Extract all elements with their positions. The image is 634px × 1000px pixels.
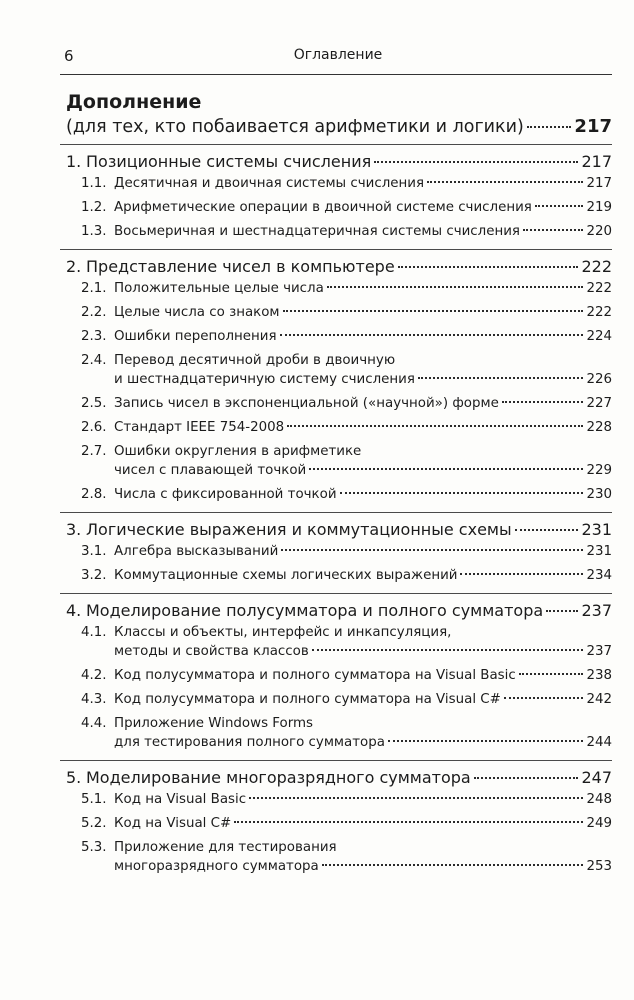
section-list	[60, 174, 612, 246]
section-page-number: 227	[586, 396, 612, 411]
dot-leader	[283, 310, 584, 312]
dot-leader	[322, 864, 584, 866]
dot-leader	[546, 610, 578, 612]
section-page-number: 222	[586, 305, 612, 320]
section-entry[interactable]	[81, 566, 612, 590]
dot-leader	[515, 529, 579, 531]
section-list	[60, 790, 612, 881]
dot-leader	[398, 266, 579, 268]
section-number: 4.1.	[81, 625, 107, 640]
dot-leader	[312, 649, 584, 651]
section-page-number: 248	[586, 792, 612, 807]
toc-chapter	[60, 249, 612, 509]
section-title: Коммутационные схемы логических выражений	[114, 568, 458, 583]
section-number: 2.4.	[81, 353, 107, 368]
section-number: 1.3.	[81, 224, 107, 239]
section-title: Классы и объекты, интерфейс и инкапсуляция,	[114, 625, 452, 640]
chapter-number: 2.	[66, 257, 82, 276]
section-number: 4.2.	[81, 668, 107, 683]
page-number: 6	[64, 47, 74, 65]
section-page-number: 220	[586, 224, 612, 239]
dot-leader	[502, 401, 584, 403]
dot-leader	[460, 573, 583, 575]
section-number: 1.2.	[81, 200, 107, 215]
section-page-number: 238	[586, 668, 612, 683]
section-entry[interactable]	[81, 174, 612, 198]
toc-chapter	[60, 144, 612, 246]
section-page-number: 244	[586, 735, 612, 750]
section-number: 2.3.	[81, 329, 107, 344]
section-list	[60, 623, 612, 757]
part-subtitle-line	[66, 114, 612, 140]
part-subtitle: (для тех, кто побаивается арифметики и логики)	[66, 117, 524, 137]
section-entry[interactable]	[81, 838, 612, 881]
section-entry[interactable]	[81, 222, 612, 246]
section-title: Алгебра высказываний	[114, 544, 279, 559]
chapter-page-number: 231	[581, 520, 612, 539]
section-page-number: 234	[586, 568, 612, 583]
section-title: Десятичная и двоичная системы счисления	[114, 176, 425, 191]
section-entry[interactable]	[81, 279, 612, 303]
chapter-title: Моделирование полусумматора и полного сумматора	[86, 601, 544, 620]
section-number: 2.8.	[81, 487, 107, 502]
dot-leader	[374, 161, 578, 163]
chapter-title: Позиционные системы счисления	[86, 152, 372, 171]
section-page-number: 249	[586, 816, 612, 831]
section-number: 5.2.	[81, 816, 107, 831]
chapter-page-number: 247	[581, 768, 612, 787]
section-number: 4.3.	[81, 692, 107, 707]
chapter-entry[interactable]	[66, 519, 612, 541]
section-title: Перевод десятичной дроби в двоичную	[114, 353, 396, 368]
section-page-number: 224	[586, 329, 612, 344]
dot-leader	[327, 286, 584, 288]
chapter-page-number: 217	[581, 152, 612, 171]
section-list	[60, 279, 612, 509]
chapter-entry[interactable]	[66, 600, 612, 622]
dot-leader	[474, 777, 579, 779]
chapter-page-number: 222	[581, 257, 612, 276]
section-page-number: 230	[586, 487, 612, 502]
chapter-entry[interactable]	[66, 151, 612, 173]
dot-leader	[527, 126, 572, 128]
section-page-number: 229	[586, 463, 612, 478]
dot-leader	[280, 334, 584, 336]
section-number: 2.1.	[81, 281, 107, 296]
section-number: 3.1.	[81, 544, 107, 559]
dot-leader	[388, 740, 584, 742]
toc-chapter	[60, 512, 612, 590]
chapter-entry[interactable]	[66, 767, 612, 789]
section-entry[interactable]	[81, 394, 612, 418]
section-entry[interactable]	[81, 198, 612, 222]
section-title: Код на Visual Basic	[114, 792, 247, 807]
toc-chapter	[60, 760, 612, 881]
chapter-number: 3.	[66, 520, 82, 539]
part-heading[interactable]	[66, 90, 612, 140]
chapter-number: 1.	[66, 152, 82, 171]
section-entry[interactable]	[81, 790, 612, 814]
section-number: 4.4.	[81, 716, 107, 731]
section-number: 5.3.	[81, 840, 107, 855]
section-title: чисел с плавающей точкой	[114, 463, 307, 478]
chapter-entry[interactable]	[66, 256, 612, 278]
section-number: 1.1.	[81, 176, 107, 191]
section-title: Ошибки округления в арифметике	[114, 444, 362, 459]
section-entry[interactable]	[81, 542, 612, 566]
dot-leader	[519, 673, 584, 675]
part-page-number: 217	[574, 116, 612, 137]
section-entry[interactable]	[81, 666, 612, 690]
section-title: Положительные целые числа	[114, 281, 324, 296]
section-title: Код полусумматора и полного сумматора на Visual C#	[114, 692, 501, 707]
section-title: Код на Visual C#	[114, 816, 232, 831]
chapter-page-number: 237	[581, 601, 612, 620]
chapter-title: Логические выражения и коммутационные схемы	[86, 520, 512, 539]
section-page-number: 242	[586, 692, 612, 707]
section-entry[interactable]	[81, 690, 612, 714]
section-title: Стандарт IEEE 754-2008	[114, 420, 285, 435]
dot-leader	[281, 549, 583, 551]
section-title: многоразрядного сумматора	[114, 859, 319, 874]
section-entry[interactable]	[81, 485, 612, 509]
dot-leader	[249, 797, 583, 799]
section-title: Ошибки переполнения	[114, 329, 277, 344]
section-page-number: 231	[586, 544, 612, 559]
section-page-number: 228	[586, 420, 612, 435]
header-rule	[60, 74, 612, 75]
section-number: 5.1.	[81, 792, 107, 807]
dot-leader	[234, 821, 583, 823]
section-number: 2.6.	[81, 420, 107, 435]
dot-leader	[309, 468, 583, 470]
section-title: Запись чисел в экспоненциальной («научной») форме	[114, 396, 499, 411]
section-number: 2.2.	[81, 305, 107, 320]
section-title: Приложение для тестирования	[114, 840, 337, 855]
section-title: Восьмеричная и шестнадцатеричная системы счисления	[114, 224, 520, 239]
section-title: Числа с фиксированной точкой	[114, 487, 337, 502]
section-title: для тестирования полного сумматора	[114, 735, 385, 750]
chapter-title: Моделирование многоразрядного сумматора	[86, 768, 471, 787]
section-page-number: 237	[586, 644, 612, 659]
section-page-number: 222	[586, 281, 612, 296]
section-number: 3.2.	[81, 568, 107, 583]
part-title: Дополнение	[66, 91, 202, 113]
page-header	[64, 47, 612, 71]
dot-leader	[427, 181, 583, 183]
section-number: 2.5.	[81, 396, 107, 411]
section-page-number: 226	[586, 372, 612, 387]
section-entry[interactable]	[81, 351, 612, 394]
section-entry[interactable]	[81, 327, 612, 351]
section-page-number: 217	[586, 176, 612, 191]
section-title: Целые числа со знаком	[114, 305, 280, 320]
section-list	[60, 542, 612, 590]
section-title: методы и свойства классов	[114, 644, 309, 659]
section-entry[interactable]	[81, 623, 612, 666]
dot-leader	[287, 425, 583, 427]
section-title: Арифметические операции в двоичной системе счисления	[114, 200, 532, 215]
chapter-title: Представление чисел в компьютере	[86, 257, 395, 276]
dot-leader	[418, 377, 584, 379]
chapter-number: 4.	[66, 601, 82, 620]
dot-leader	[504, 697, 584, 699]
section-page-number: 253	[586, 859, 612, 874]
section-entry[interactable]	[81, 442, 612, 485]
section-number: 2.7.	[81, 444, 107, 459]
toc-chapters	[60, 144, 612, 884]
dot-leader	[523, 229, 583, 231]
section-entry[interactable]	[81, 303, 612, 327]
section-title: Код полусумматора и полного сумматора на Visual Basic	[114, 668, 516, 683]
chapter-number: 5.	[66, 768, 82, 787]
section-title: и шестнадцатеричную систему счисления	[114, 372, 415, 387]
dot-leader	[340, 492, 584, 494]
section-title: Приложение Windows Forms	[114, 716, 314, 731]
section-entry[interactable]	[81, 418, 612, 442]
running-title: Оглавление	[293, 47, 383, 63]
section-page-number: 219	[586, 200, 612, 215]
section-entry[interactable]	[81, 814, 612, 838]
toc-chapter	[60, 593, 612, 757]
section-entry[interactable]	[81, 714, 612, 757]
dot-leader	[535, 205, 584, 207]
